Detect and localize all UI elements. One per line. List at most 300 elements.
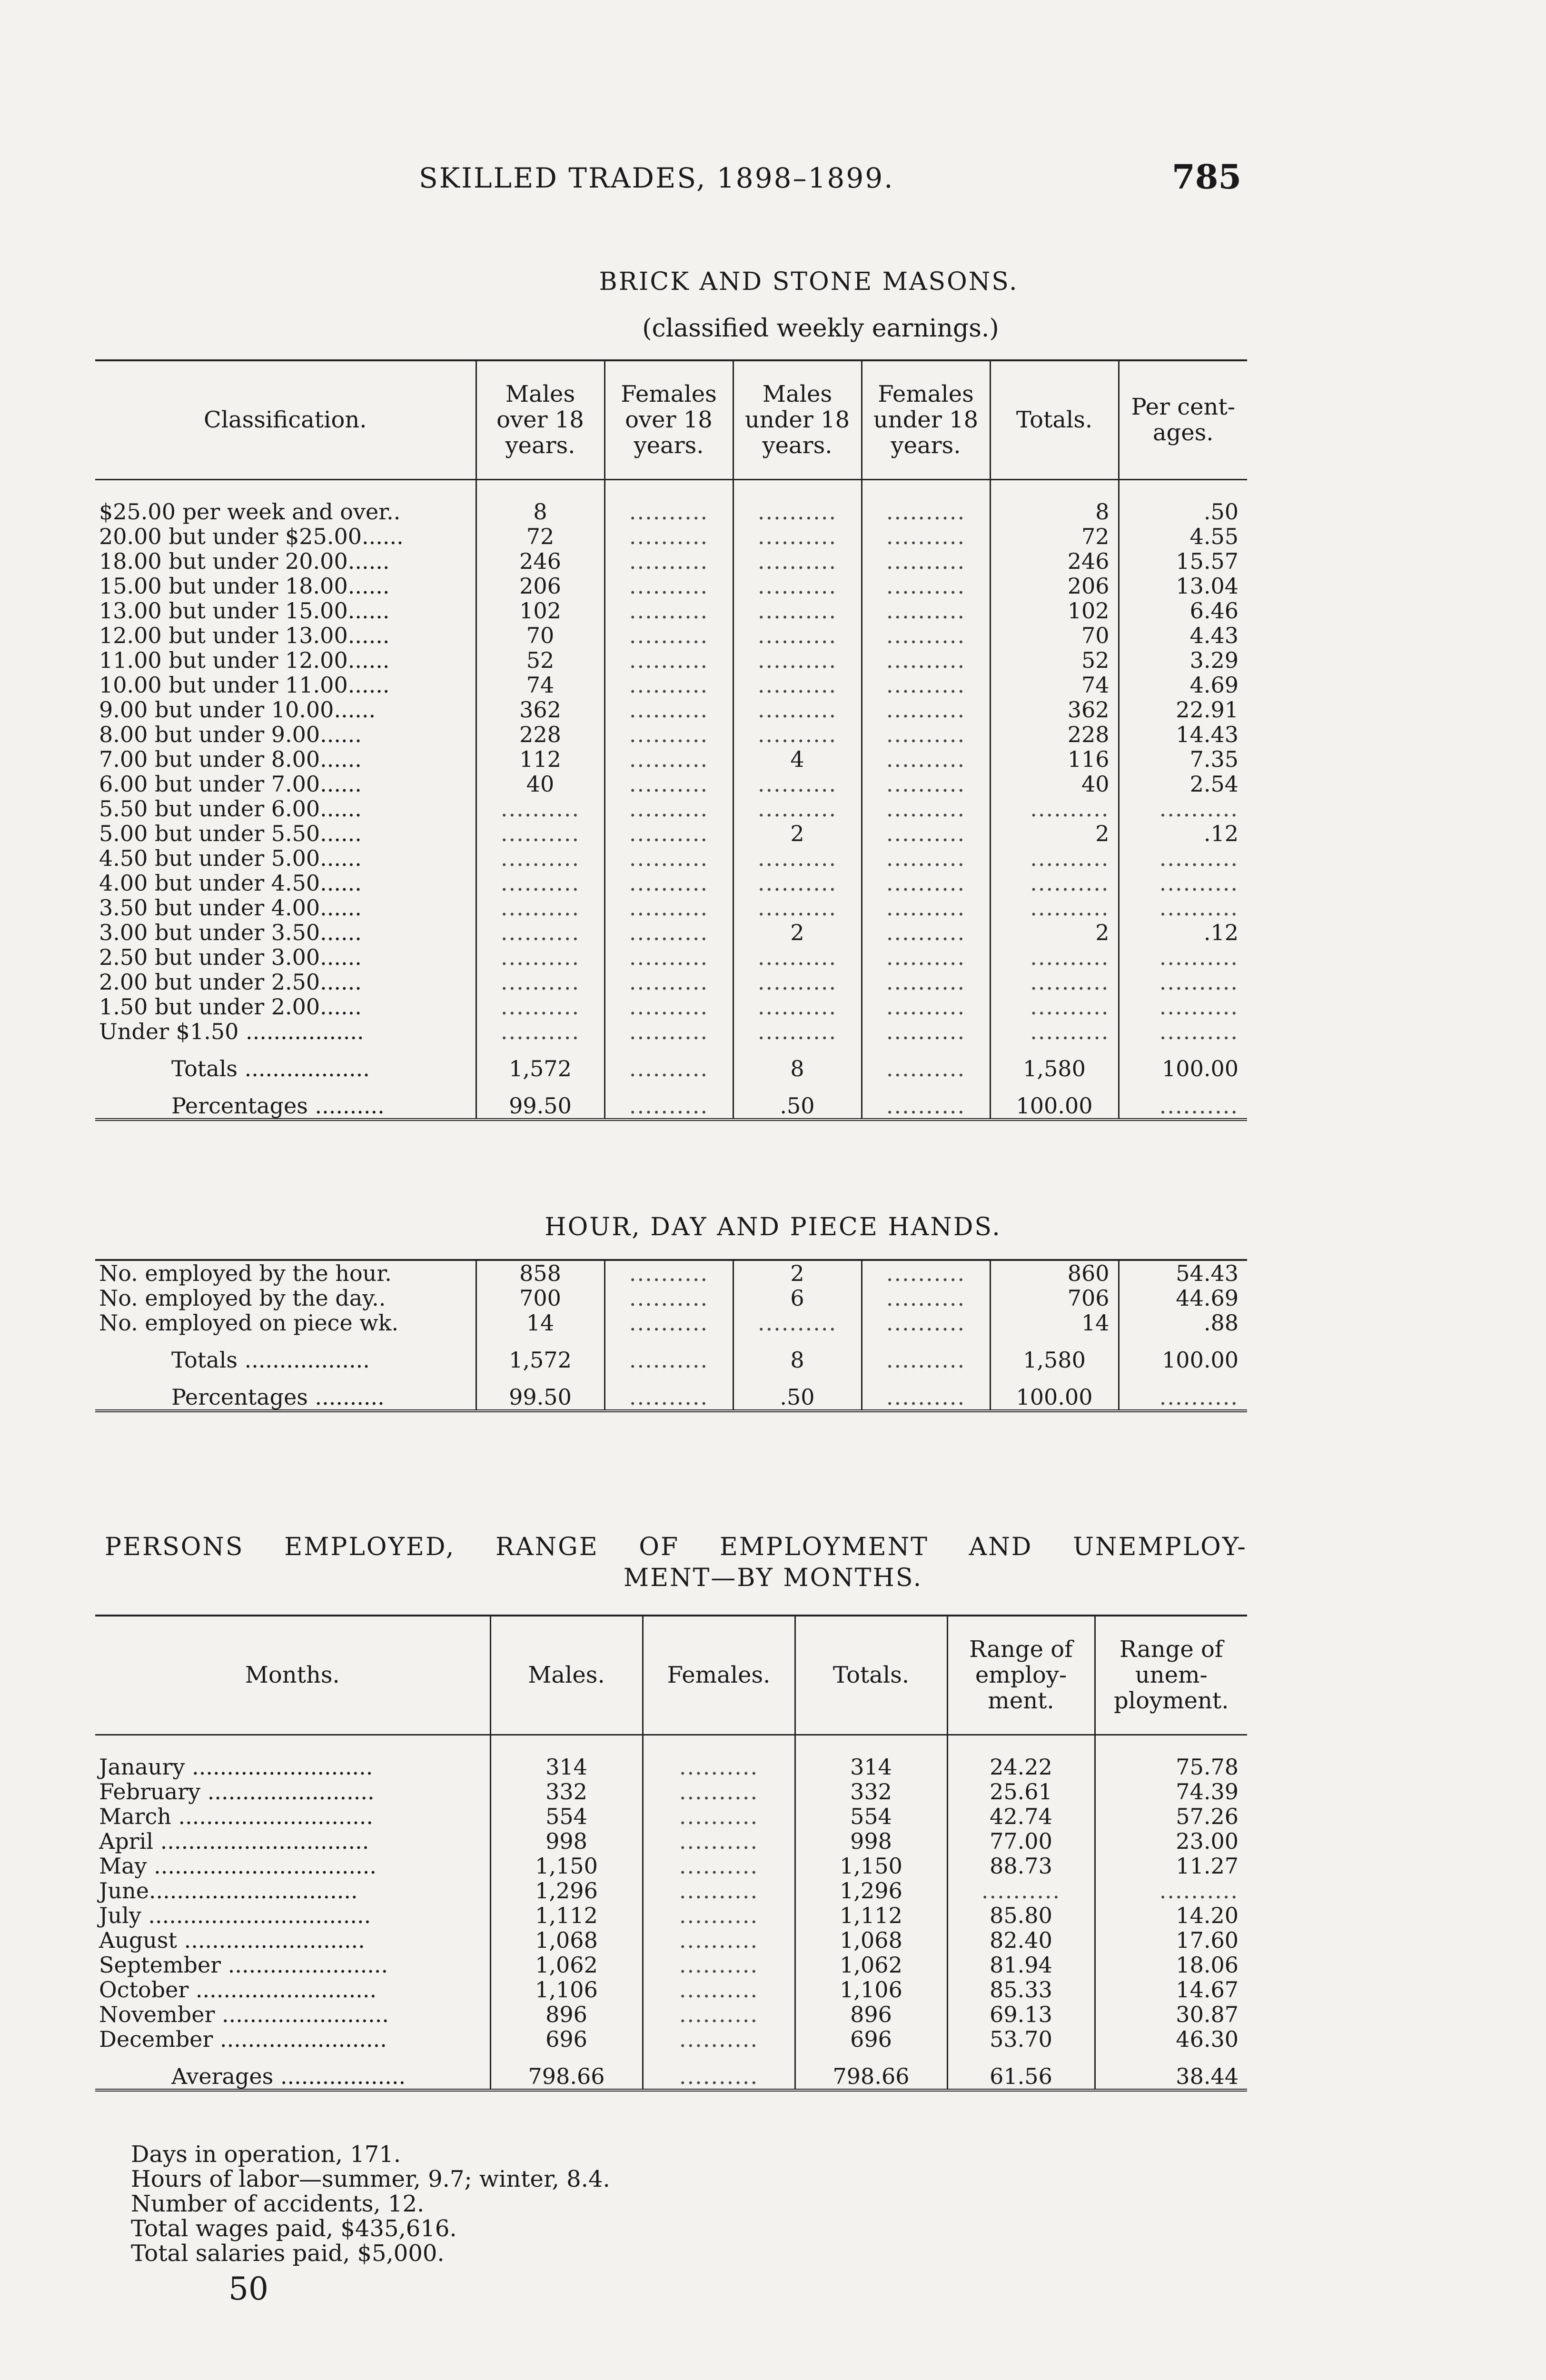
males-over-18-cell: 14: [476, 1310, 605, 1335]
table-row: [95, 1310, 1247, 1335]
total-cell: 2: [990, 821, 1119, 846]
table-row: [95, 895, 1247, 920]
total-cell: 1,580: [990, 1335, 1119, 1372]
averages-label: Averages ..................: [171, 2063, 406, 2089]
females-over-18-cell: ..........: [605, 598, 733, 623]
tot-cell: 554: [795, 1804, 947, 1829]
row-label: 3.00 but under 3.50......: [99, 919, 362, 945]
hands-title: HOUR, DAY AND PIECE HANDS.: [545, 1213, 1001, 1241]
males-under-18-cell: 6: [733, 1286, 862, 1310]
row-label: 1.50 but under 2.00......: [99, 993, 362, 1020]
males-cell: 1,068: [490, 1928, 643, 1953]
females-over-18-cell: ..........: [605, 945, 733, 970]
unemp-cell: 74.39: [1095, 1779, 1247, 1804]
percent-cell: .88: [1119, 1310, 1247, 1335]
row-label: 12.00 but under 13.00......: [99, 622, 390, 648]
running-head: SKILLED TRADES, 1898–1899.: [419, 162, 894, 194]
females-under-18-cell: ..........: [862, 1310, 990, 1335]
table-row: [95, 1829, 1247, 1854]
note-days: Days in operation, 171.: [131, 2141, 401, 2168]
table-row: [95, 871, 1247, 895]
percent-cell: 13.04: [1119, 574, 1247, 598]
percentages-row: [95, 1372, 1247, 1411]
totals-label: Totals ..................: [171, 1347, 370, 1373]
total-cell: 706: [990, 1286, 1119, 1310]
note-salaries: Total salaries paid, $5,000.: [131, 2240, 445, 2267]
percent-cell: 4.69: [1119, 673, 1247, 697]
percentages-label: Percentages ..........: [171, 1092, 385, 1119]
total-cell: 100.00: [990, 1081, 1119, 1120]
females-cell: ..........: [643, 1928, 795, 1953]
females-over-18-cell: ..........: [605, 747, 733, 772]
percent-cell: .12: [1119, 920, 1247, 945]
females-over-18-cell: ..........: [605, 920, 733, 945]
percent-cell: .50: [1119, 499, 1247, 524]
females-over-18-cell: ..........: [605, 1372, 733, 1411]
percent-cell: 4.55: [1119, 524, 1247, 549]
unemp-cell: 57.26: [1095, 1804, 1247, 1829]
males-under-18-cell: ..........: [733, 846, 862, 871]
females-under-18-cell: ..........: [862, 895, 990, 920]
males-cell: 798.66: [490, 2052, 643, 2090]
males-over-18-cell: ..........: [476, 846, 605, 871]
tot-cell: 1,296: [795, 1878, 947, 1903]
males-over-18-cell: 72: [476, 524, 605, 549]
unemp-cell: 14.20: [1095, 1903, 1247, 1928]
table-row: [95, 1779, 1247, 1804]
row-label: 3.50 but under 4.00......: [99, 894, 362, 921]
females-over-18-cell: ..........: [605, 722, 733, 747]
table-row: [95, 747, 1247, 772]
females-over-18-cell: ..........: [605, 895, 733, 920]
col-range-employment: Range of employ-ment.: [947, 1616, 1095, 1735]
males-under-18-cell: ..........: [733, 673, 862, 697]
females-cell: ..........: [643, 1755, 795, 1779]
tot-cell: 798.66: [795, 2052, 947, 2090]
total-cell: 74: [990, 673, 1119, 697]
table-row: [95, 524, 1247, 549]
females-over-18-cell: ..........: [605, 970, 733, 994]
page-number: 785: [1172, 157, 1242, 197]
males-cell: 998: [490, 1829, 643, 1854]
females-under-18-cell: ..........: [862, 945, 990, 970]
month-label: February ........................: [99, 1778, 375, 1805]
males-cell: 332: [490, 1779, 643, 1804]
row-label: 5.00 but under 5.50......: [99, 820, 362, 846]
females-cell: ..........: [643, 2002, 795, 2027]
unemp-cell: 23.00: [1095, 1829, 1247, 1854]
males-over-18-cell: 74: [476, 673, 605, 697]
percent-cell: 44.69: [1119, 1286, 1247, 1310]
males-over-18-cell: 362: [476, 697, 605, 722]
col-males-over-18: Males over 18 years.: [476, 360, 605, 479]
emp-cell: 24.22: [947, 1755, 1095, 1779]
males-cell: 1,106: [490, 1977, 643, 2002]
males-cell: 1,296: [490, 1878, 643, 1903]
table-row: [95, 846, 1247, 871]
total-cell: ..........: [990, 871, 1119, 895]
hands-table: [95, 1259, 1247, 1412]
females-over-18-cell: ..........: [605, 846, 733, 871]
table-row: [95, 549, 1247, 574]
earnings-title: BRICK AND STONE MASONS.: [599, 268, 1019, 296]
percent-cell: 4.43: [1119, 623, 1247, 648]
total-cell: ..........: [990, 895, 1119, 920]
males-over-18-cell: ..........: [476, 796, 605, 821]
month-label: December ........................: [99, 2026, 387, 2052]
females-over-18-cell: ..........: [605, 1019, 733, 1044]
males-under-18-cell: ..........: [733, 524, 862, 549]
col-range-unemployment: Range of unem-ployment.: [1095, 1616, 1247, 1735]
females-over-18-cell: ..........: [605, 673, 733, 697]
males-over-18-cell: 858: [476, 1260, 605, 1286]
total-cell: 72: [990, 524, 1119, 549]
females-cell: ..........: [643, 1804, 795, 1829]
males-under-18-cell: ..........: [733, 722, 862, 747]
earnings-subtitle: (classified weekly earnings.): [642, 314, 999, 343]
males-over-18-cell: ..........: [476, 945, 605, 970]
females-over-18-cell: ..........: [605, 821, 733, 846]
females-cell: ..........: [643, 2027, 795, 2052]
total-cell: ..........: [990, 1019, 1119, 1044]
percent-cell: 2.54: [1119, 772, 1247, 796]
total-cell: ..........: [990, 970, 1119, 994]
females-over-18-cell: ..........: [605, 1260, 733, 1286]
table-row: [95, 1977, 1247, 2002]
males-under-18-cell: 2: [733, 920, 862, 945]
females-over-18-cell: ..........: [605, 524, 733, 549]
tot-cell: 332: [795, 1779, 947, 1804]
table-row: [95, 920, 1247, 945]
row-label: 15.00 but under 18.00......: [99, 573, 390, 599]
table-row: [95, 673, 1247, 697]
females-under-18-cell: ..........: [862, 1260, 990, 1286]
table-row: [95, 945, 1247, 970]
table-row: [95, 598, 1247, 623]
males-over-18-cell: 228: [476, 722, 605, 747]
females-over-18-cell: ..........: [605, 1081, 733, 1120]
total-cell: 8: [990, 499, 1119, 524]
males-over-18-cell: 99.50: [476, 1372, 605, 1411]
males-under-18-cell: ..........: [733, 648, 862, 673]
table-row: [95, 1755, 1247, 1779]
males-under-18-cell: ..........: [733, 796, 862, 821]
males-over-18-cell: 700: [476, 1286, 605, 1310]
emp-cell: 81.94: [947, 1953, 1095, 1977]
row-label: 7.00 but under 8.00......: [99, 746, 362, 772]
females-under-18-cell: ..........: [862, 920, 990, 945]
males-over-18-cell: 1,572: [476, 1044, 605, 1081]
total-cell: 100.00: [990, 1372, 1119, 1411]
unemp-cell: 17.60: [1095, 1928, 1247, 1953]
col-percentages: Per cent-ages.: [1119, 360, 1247, 479]
females-over-18-cell: ..........: [605, 697, 733, 722]
total-cell: 860: [990, 1260, 1119, 1286]
total-cell: 1,580: [990, 1044, 1119, 1081]
females-over-18-cell: ..........: [605, 1286, 733, 1310]
females-under-18-cell: ..........: [862, 821, 990, 846]
row-label: 2.00 but under 2.50......: [99, 969, 362, 995]
tot-cell: 998: [795, 1829, 947, 1854]
females-under-18-cell: ..........: [862, 747, 990, 772]
row-label: No. employed by the hour.: [99, 1260, 392, 1286]
males-under-18-cell: ..........: [733, 499, 862, 524]
table-row: [95, 623, 1247, 648]
total-cell: 70: [990, 623, 1119, 648]
males-under-18-cell: .50: [733, 1081, 862, 1120]
percent-cell: ..........: [1119, 846, 1247, 871]
emp-cell: 69.13: [947, 2002, 1095, 2027]
males-under-18-cell: ..........: [733, 1019, 862, 1044]
month-label: October ..........................: [99, 1976, 377, 2003]
total-cell: 2: [990, 920, 1119, 945]
females-over-18-cell: ..........: [605, 1335, 733, 1372]
row-label: 8.00 but under 9.00......: [99, 721, 362, 747]
percent-cell: ..........: [1119, 970, 1247, 994]
females-over-18-cell: ..........: [605, 772, 733, 796]
males-over-18-cell: 8: [476, 499, 605, 524]
percent-cell: 15.57: [1119, 549, 1247, 574]
percent-cell: ..........: [1119, 871, 1247, 895]
percent-cell: ..........: [1119, 895, 1247, 920]
row-label: No. employed by the day..: [99, 1285, 386, 1311]
males-over-18-cell: ..........: [476, 871, 605, 895]
table-row: [95, 499, 1247, 524]
females-over-18-cell: ..........: [605, 623, 733, 648]
tot-cell: 1,106: [795, 1977, 947, 2002]
month-label: April ..............................: [99, 1828, 369, 1854]
col-months: Months.: [245, 1662, 340, 1689]
total-cell: 362: [990, 697, 1119, 722]
males-over-18-cell: 102: [476, 598, 605, 623]
row-label: 6.00 but under 7.00......: [99, 771, 362, 797]
row-label: 5.50 but under 6.00......: [99, 795, 362, 822]
table-row: [95, 1260, 1247, 1286]
males-over-18-cell: 52: [476, 648, 605, 673]
col-month-totals: Totals.: [795, 1616, 947, 1735]
percent-cell: 6.46: [1119, 598, 1247, 623]
males-cell: 896: [490, 2002, 643, 2027]
females-under-18-cell: ..........: [862, 524, 990, 549]
month-label: July ................................: [99, 1902, 371, 1928]
averages-row: [95, 2052, 1247, 2090]
females-under-18-cell: ..........: [862, 871, 990, 895]
row-label: 4.00 but under 4.50......: [99, 870, 362, 896]
emp-cell: 88.73: [947, 1854, 1095, 1878]
females-under-18-cell: ..........: [862, 549, 990, 574]
females-under-18-cell: ..........: [862, 1019, 990, 1044]
males-under-18-cell: ..........: [733, 549, 862, 574]
total-cell: 228: [990, 722, 1119, 747]
percent-cell: 3.29: [1119, 648, 1247, 673]
males-under-18-cell: ..........: [733, 697, 862, 722]
tot-cell: 314: [795, 1755, 947, 1779]
emp-cell: 85.33: [947, 1977, 1095, 2002]
unemp-cell: 18.06: [1095, 1953, 1247, 1977]
emp-cell: 61.56: [947, 2052, 1095, 2090]
percent-cell: ..........: [1119, 945, 1247, 970]
tot-cell: 696: [795, 2027, 947, 2052]
month-label: September .......................: [99, 1952, 388, 1978]
table-row: [95, 1903, 1247, 1928]
months-table: [95, 1615, 1247, 2092]
percent-cell: ..........: [1119, 1081, 1247, 1120]
males-under-18-cell: ..........: [733, 945, 862, 970]
tot-cell: 1,150: [795, 1854, 947, 1878]
males-under-18-cell: 4: [733, 747, 862, 772]
males-over-18-cell: 246: [476, 549, 605, 574]
row-label: 18.00 but under 20.00......: [99, 548, 390, 574]
row-label: 9.00 but under 10.00......: [99, 696, 376, 723]
males-over-18-cell: ..........: [476, 970, 605, 994]
table-row: [95, 648, 1247, 673]
males-over-18-cell: ..........: [476, 895, 605, 920]
females-cell: ..........: [643, 1903, 795, 1928]
note-accidents: Number of accidents, 12.: [131, 2191, 425, 2217]
emp-cell: 85.80: [947, 1903, 1095, 1928]
table-row: [95, 1928, 1247, 1953]
total-cell: 206: [990, 574, 1119, 598]
table-row: [95, 2027, 1247, 2052]
females-over-18-cell: ..........: [605, 648, 733, 673]
percent-cell: 7.35: [1119, 747, 1247, 772]
males-under-18-cell: ..........: [733, 574, 862, 598]
percent-cell: 54.43: [1119, 1260, 1247, 1286]
percent-cell: ..........: [1119, 796, 1247, 821]
males-under-18-cell: 8: [733, 1335, 862, 1372]
col-males-under-18: Males under 18 years.: [733, 360, 862, 479]
col-totals: Totals.: [990, 360, 1119, 479]
month-label: August ..........................: [99, 1927, 365, 1953]
note-wages: Total wages paid, $435,616.: [131, 2215, 457, 2242]
females-under-18-cell: ..........: [862, 673, 990, 697]
unemp-cell: 38.44: [1095, 2052, 1247, 2090]
males-under-18-cell: ..........: [733, 1310, 862, 1335]
months-title-line1: PERSONS EMPLOYED, RANGE OF EMPLOYMENT AND UNEMPLOY-: [105, 1533, 1247, 1561]
emp-cell: 42.74: [947, 1804, 1095, 1829]
females-cell: ..........: [643, 1854, 795, 1878]
total-cell: 52: [990, 648, 1119, 673]
table-row: [95, 1953, 1247, 1977]
percent-cell: ..........: [1119, 994, 1247, 1019]
col-females: Females.: [643, 1616, 795, 1735]
table-row: [95, 697, 1247, 722]
females-under-18-cell: ..........: [862, 1372, 990, 1411]
total-cell: 40: [990, 772, 1119, 796]
unemp-cell: 30.87: [1095, 2002, 1247, 2027]
tot-cell: 896: [795, 2002, 947, 2027]
females-under-18-cell: ..........: [862, 598, 990, 623]
totals-row: [95, 1335, 1247, 1372]
males-cell: 696: [490, 2027, 643, 2052]
tot-cell: 1,068: [795, 1928, 947, 1953]
females-under-18-cell: ..........: [862, 846, 990, 871]
females-under-18-cell: ..........: [862, 772, 990, 796]
males-over-18-cell: ..........: [476, 994, 605, 1019]
table-row: [95, 574, 1247, 598]
earnings-table: [95, 359, 1247, 1121]
table-row: [95, 1878, 1247, 1903]
males-over-18-cell: ..........: [476, 821, 605, 846]
table-row: [95, 772, 1247, 796]
unemp-cell: 75.78: [1095, 1755, 1247, 1779]
females-under-18-cell: ..........: [862, 722, 990, 747]
row-label: 11.00 but under 12.00......: [99, 647, 390, 673]
females-over-18-cell: ..........: [605, 1310, 733, 1335]
row-label: 2.50 but under 3.00......: [99, 944, 362, 970]
males-under-18-cell: 2: [733, 1260, 862, 1286]
males-under-18-cell: ..........: [733, 970, 862, 994]
unemp-cell: ..........: [1095, 1878, 1247, 1903]
females-under-18-cell: ..........: [862, 796, 990, 821]
males-under-18-cell: ..........: [733, 994, 862, 1019]
total-cell: 246: [990, 549, 1119, 574]
note-hours: Hours of labor—summer, 9.7; winter, 8.4.: [131, 2166, 610, 2192]
total-cell: 102: [990, 598, 1119, 623]
month-label: Janaury ..........................: [99, 1754, 373, 1780]
percent-cell: 22.91: [1119, 697, 1247, 722]
row-label: 10.00 but under 11.00......: [99, 672, 390, 698]
totals-row: [95, 1044, 1247, 1081]
month-label: May ................................: [99, 1853, 377, 1879]
month-label: March ............................: [99, 1803, 373, 1829]
row-label: Under $1.50 .................: [99, 1018, 364, 1044]
males-under-18-cell: .50: [733, 1372, 862, 1411]
unemp-cell: 11.27: [1095, 1854, 1247, 1878]
emp-cell: 82.40: [947, 1928, 1095, 1953]
signature-mark: 50: [228, 2271, 268, 2307]
emp-cell: 25.61: [947, 1779, 1095, 1804]
row-label: No. employed on piece wk.: [99, 1310, 399, 1336]
males-cell: 1,112: [490, 1903, 643, 1928]
total-cell: ..........: [990, 945, 1119, 970]
col-males: Males.: [490, 1616, 643, 1735]
tot-cell: 1,112: [795, 1903, 947, 1928]
total-cell: 14: [990, 1310, 1119, 1335]
percent-cell: ..........: [1119, 1019, 1247, 1044]
row-label: $25.00 per week and over..: [99, 498, 401, 525]
males-over-18-cell: 206: [476, 574, 605, 598]
totals-label: Totals ..................: [171, 1055, 370, 1081]
table-row: [95, 2002, 1247, 2027]
percent-cell: 14.43: [1119, 722, 1247, 747]
females-cell: ..........: [643, 2052, 795, 2090]
males-cell: 554: [490, 1804, 643, 1829]
notes: [131, 2142, 610, 2266]
total-cell: ..........: [990, 994, 1119, 1019]
females-under-18-cell: ..........: [862, 1044, 990, 1081]
percent-cell: 100.00: [1119, 1335, 1247, 1372]
females-under-18-cell: ..........: [862, 499, 990, 524]
col-females-over-18: Females over 18 years.: [605, 360, 733, 479]
females-over-18-cell: ..........: [605, 574, 733, 598]
males-over-18-cell: ..........: [476, 920, 605, 945]
males-under-18-cell: ..........: [733, 895, 862, 920]
females-under-18-cell: ..........: [862, 1335, 990, 1372]
females-over-18-cell: ..........: [605, 1044, 733, 1081]
females-cell: ..........: [643, 1953, 795, 1977]
females-under-18-cell: ..........: [862, 574, 990, 598]
table-row: [95, 970, 1247, 994]
females-over-18-cell: ..........: [605, 499, 733, 524]
table-row: [95, 1804, 1247, 1829]
emp-cell: ..........: [947, 1878, 1095, 1903]
males-under-18-cell: ..........: [733, 772, 862, 796]
percent-cell: 100.00: [1119, 1044, 1247, 1081]
males-under-18-cell: ..........: [733, 598, 862, 623]
males-under-18-cell: ..........: [733, 871, 862, 895]
months-title-line2: MENT—BY MONTHS.: [623, 1564, 923, 1592]
